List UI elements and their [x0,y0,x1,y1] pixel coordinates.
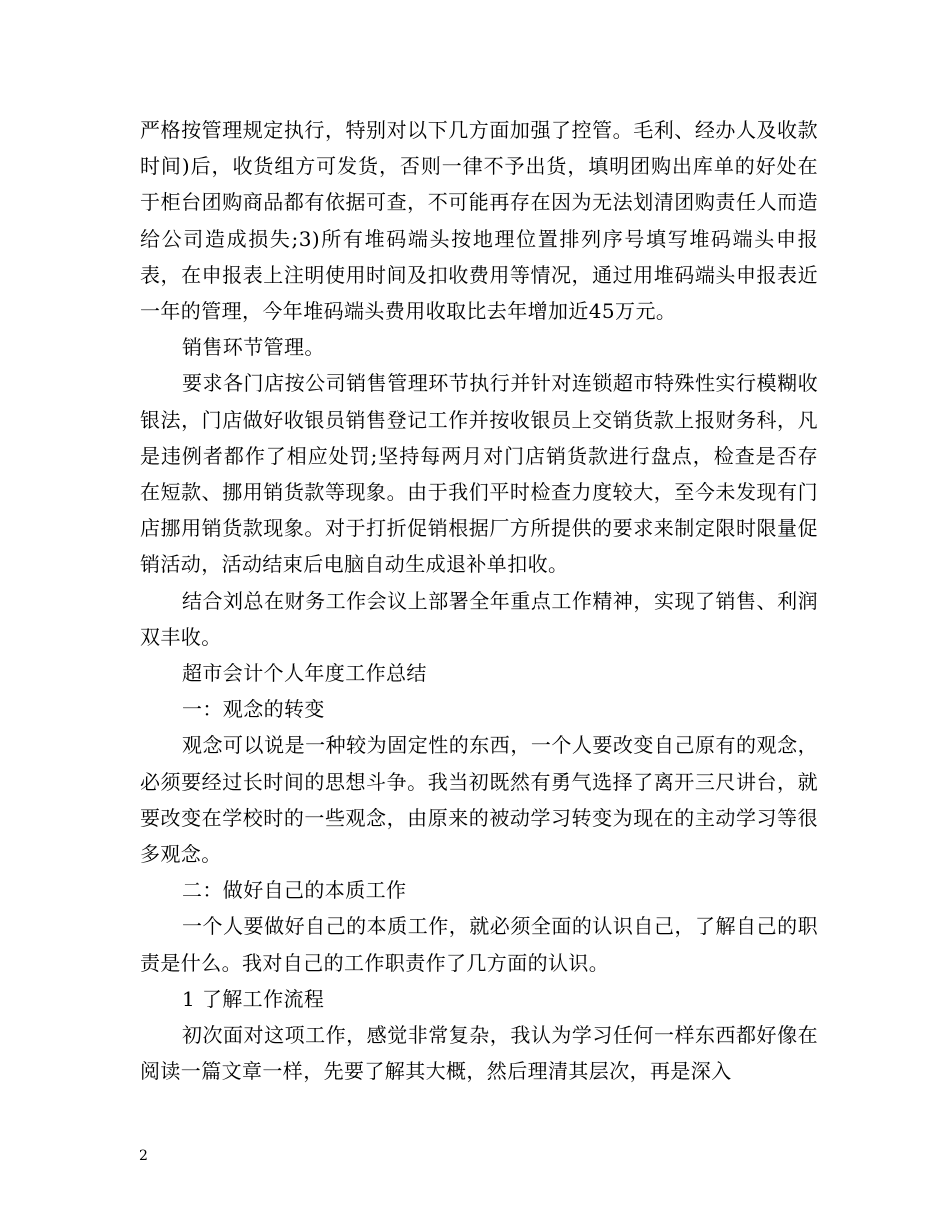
heading-2: 二：做好自己的本质工作 [182,878,407,903]
paragraph-7: 初次面对这项工作，感觉非常复杂，我认为学习任何一样东西都好像在阅读一篇文章一样，先要了解其大概，然后理清其层次，再是深入 [140,1023,818,1084]
paragraph-1: 严格按管理规定执行，特别对以下几方面加强了控管。毛利、经办人及收款时间)后，收货组方可发货，否则一律不予出货，填明团购出库单的好处在于柜台团购商品都有依据可查，不可能再存在因为无法划清团购责任人而造给公司造成损失;3)所有堆码端头按地理位置排列序号填写堆码端头申报表，在申报表上注明使用时间及扣收费用等情况，通过用堆码端头申报表近一年的管理，今年堆码端头费用收取比去年增加近45万元。 [140,118,818,324]
body-text [140,112,818,1089]
paragraph-5: 观念可以说是一种较为固定性的东西，一个人要改变自己原有的观念，必须要经过长时间的思想斗争。我当初既然有勇气选择了离开三尺讲台，就要改变在学校时的一些观念，由原来的被动学习转变为现在的主动学习等很多观念。 [140,733,818,867]
section-title: 超市会计个人年度工作总结 [182,661,427,686]
paragraph-3: 要求各门店按公司销售管理环节执行并针对连锁超市特殊性实行模糊收银法，门店做好收银员销售登记工作并按收银员上交销货款上报财务科，凡是违例者都作了相应处罚;坚持每两月对门店销货款进行盘点，检查是否存在短款、挪用销货款等现象。由于我们平时检查力度较大，至今未发现有门店挪用销货款现象。对于打折促销根据厂方所提供的要求来制定限时限量促销活动，活动结束后电脑自动生成退补单扣收。 [140,371,818,577]
page-number: 2 [139,1148,148,1164]
paragraph-4: 结合刘总在财务工作会议上部署全年重点工作精神，实现了销售、利润双丰收。 [140,588,818,649]
heading-1: 一：观念的转变 [182,697,325,722]
subheading-1: 1 了解工作流程 [182,986,325,1011]
paragraph-2: 销售环节管理。 [182,335,325,360]
paragraph-6: 一个人要做好自己的本质工作，就必须全面的认识自己，了解自己的职责是什么。我对自己的工作职责作了几方面的认识。 [140,914,818,975]
